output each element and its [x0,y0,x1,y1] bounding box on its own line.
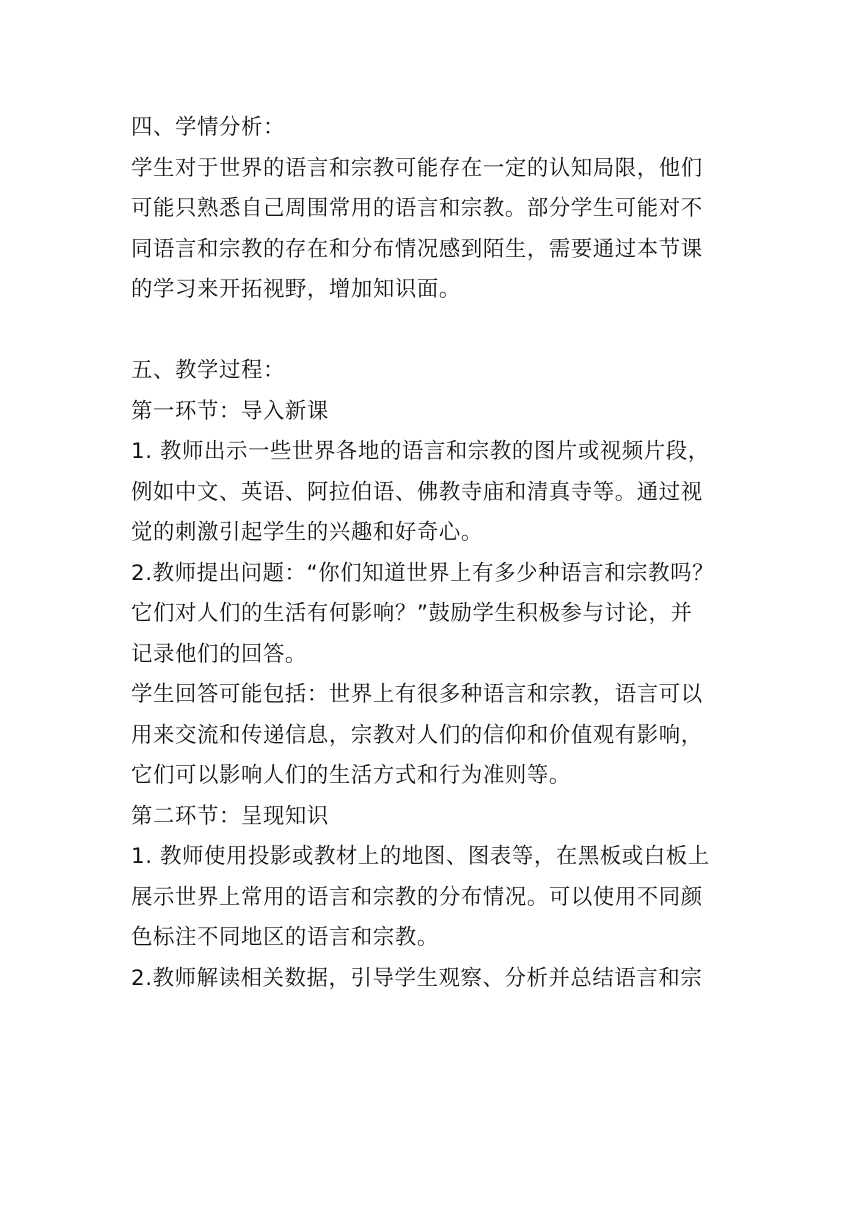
paragraph-line: 2.教师提出问题：“你们知道世界上有多少种语言和宗教吗？ [131,560,715,586]
paragraph-line: 2.教师解读相关数据，引导学生观察、分析并总结语言和宗 [131,965,703,991]
paragraph-line: 记录他们的回答。 [131,641,307,667]
stage-title-present-knowledge: 第二环节：呈现知识 [131,803,329,829]
paragraph-line: 它们可以影响人们的生活方式和行为准则等。 [131,763,571,788]
document-body [131,108,731,999]
section-heading-teaching-process: 五、教学过程： [131,358,285,383]
paragraph-line: 它们对人们的生活有何影响？”鼓励学生积极参与讨论，并 [131,601,693,626]
paragraph-line: 色标注不同地区的语言和宗教。 [131,925,439,950]
paragraph-line: 可能只熟悉自己周围常用的语言和宗教。部分学生可能对不 [131,196,703,221]
paragraph-line: 的学习来开拓视野，增加知识面。 [131,277,461,302]
section-heading-learning-analysis: 四、学情分析： [131,115,285,140]
paragraph-line: 1. 教师出示一些世界各地的语言和宗教的图片或视频片段， [131,439,710,464]
paragraph-line: 例如中文、英语、阿拉伯语、佛教寺庙和清真寺等。通过视 [131,479,703,505]
paragraph-line: 觉的刺激引起学生的兴趣和好奇心。 [131,520,483,545]
paragraph-spacer [131,311,731,352]
paragraph-line: 1. 教师使用投影或教材上的地图、图表等，在黑板或白板上 [131,844,710,869]
paragraph-line: 用来交流和传递信息，宗教对人们的信仰和价值观有影响， [131,722,703,748]
paragraph-line: 学生对于世界的语言和宗教可能存在一定的认知局限，他们 [131,155,703,181]
paragraph-line: 学生回答可能包括：世界上有很多种语言和宗教，语言可以 [131,682,703,707]
paragraph-line: 展示世界上常用的语言和宗教的分布情况。可以使用不同颜 [131,884,703,910]
stage-title-introduction: 第一环节：导入新课 [131,398,329,424]
paragraph-line: 同语言和宗教的存在和分布情况感到陌生，需要通过本节课 [131,236,703,262]
